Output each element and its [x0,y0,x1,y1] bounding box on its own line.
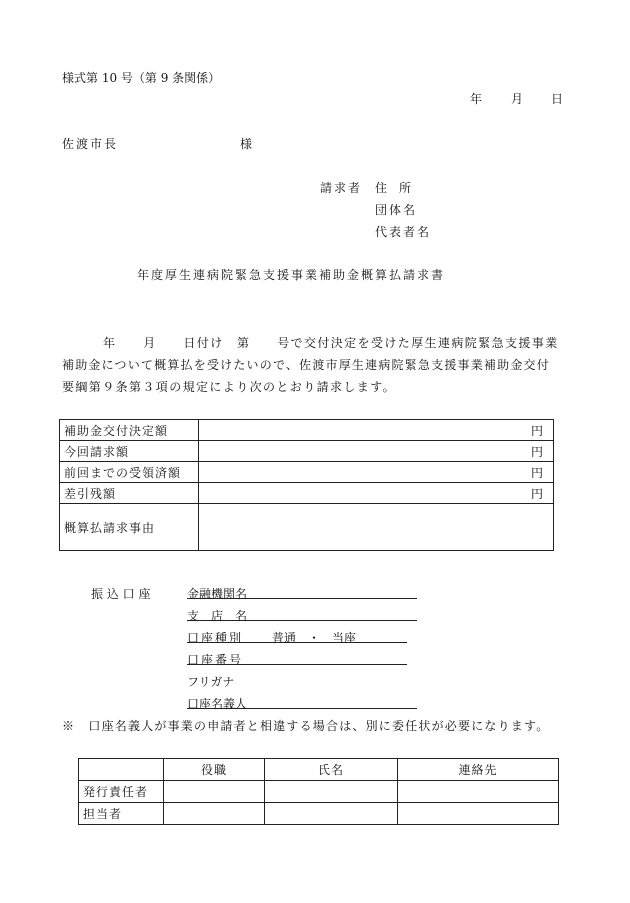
amount-unit: 円 [199,441,554,462]
institution-underline [187,598,417,599]
branch-underline [187,620,417,621]
cell-position [164,781,265,803]
table-row [60,420,554,441]
address-label: 住 所 [375,181,412,195]
institution-label: 金融機関名 [187,587,248,601]
account-type-options: 普通 ・ 当座 [272,631,357,645]
cell-name [265,781,398,803]
amount-unit: 円 [199,483,554,504]
date-day: 日 [551,92,564,106]
amount-unit: 円 [199,462,554,483]
table-row [60,462,554,483]
account-number-underline [187,664,407,665]
addressee-honorific: 様 [240,137,253,151]
body-line-3: 要綱第９条第３項の規定により次のとおり請求します。 [62,380,397,394]
cell-contact [398,803,559,825]
table-row [79,781,559,803]
bank-section-label: 振 込 口 座 [91,587,151,601]
amount-unit: 円 [199,420,554,441]
amount-label: 補助金交付決定額 [60,420,199,441]
row-label: 発行責任者 [79,781,164,803]
header-blank [79,759,164,781]
table-header-row [79,759,559,781]
amount-label: 差引残額 [60,483,199,504]
row-label: 担当者 [79,803,164,825]
reason-value [199,504,554,551]
table-row [60,441,554,462]
holder-underline [187,708,417,709]
table-row [79,803,559,825]
body-line-1: 年 月 日付け 第 号で交付決定を受けた厚生連病院緊急支援事業 [103,336,559,350]
account-type-underline [187,642,407,643]
table-row [60,504,554,551]
cell-contact [398,781,559,803]
claimant-label: 請求者 [320,181,363,195]
form-number: 様式第 10 号（第 9 条関係） [62,71,221,85]
group-label: 団体名 [375,203,418,217]
date-year: 年 [470,92,483,106]
representative-label: 代表者名 [375,225,432,239]
date-month: 月 [511,92,524,106]
contact-table [78,758,559,825]
furigana-label: フリガナ [187,675,235,689]
header-contact: 連絡先 [398,759,559,781]
document-title: 年度厚生連病院緊急支援事業補助金概算払請求書 [137,268,446,282]
note-text: ※ 口座名義人が事業の申請者と相違する場合は、別に委任状が必要になります。 [62,719,550,733]
cell-name [265,803,398,825]
table-row [60,483,554,504]
header-name: 氏名 [265,759,398,781]
holder-label: 口座名義人 [187,697,248,711]
amount-table [59,419,554,551]
amount-label: 今回請求額 [60,441,199,462]
header-position: 役職 [164,759,265,781]
account-number-label: 口座番号 [187,653,244,667]
body-line-2: 補助金について概算払を受けたいので、佐渡市厚生連病院緊急支援事業補助金交付 [62,358,550,372]
cell-position [164,803,265,825]
reason-label: 概算払請求事由 [60,504,199,551]
addressee-name: 佐渡市長 [62,137,119,151]
amount-label: 前回までの受領済額 [60,462,199,483]
branch-label: 支 店 名 [187,609,248,623]
account-type-label: 口座種別 [187,631,244,645]
